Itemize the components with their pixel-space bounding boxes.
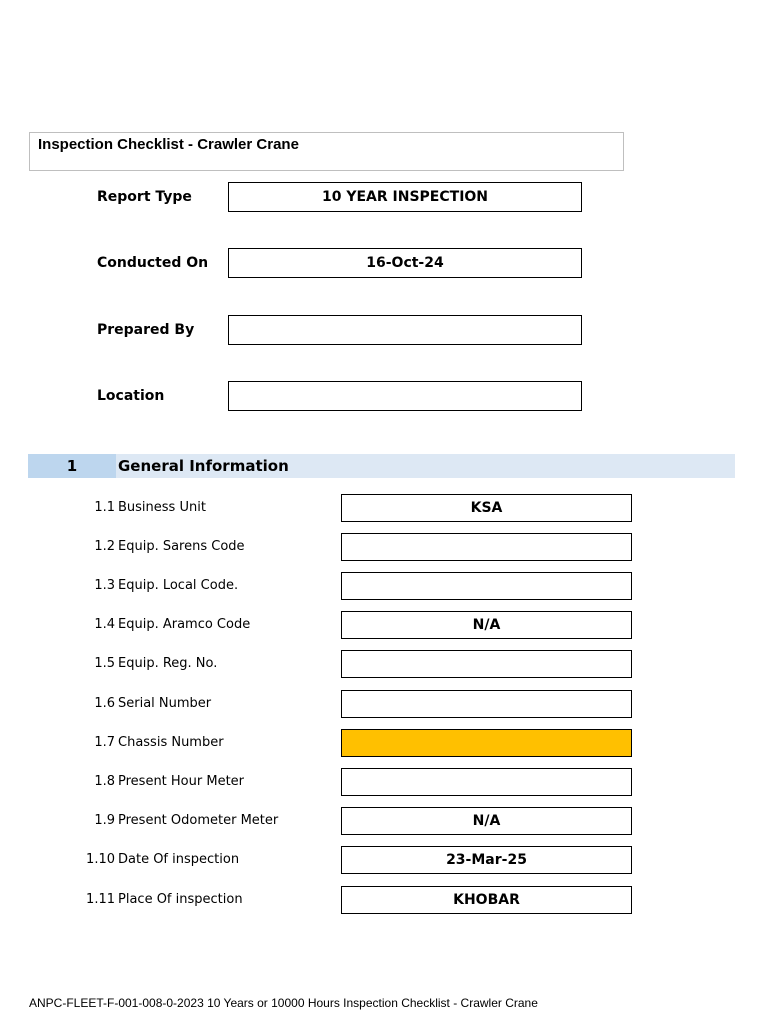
chassis-number-label: Chassis Number [118,735,224,750]
row-number: 1.2 [94,539,115,554]
present-hour-meter-label: Present Hour Meter [118,774,245,789]
equip-sarens-code-field[interactable] [341,533,632,561]
row-number: 1.3 [94,578,115,593]
serial-number-field[interactable] [341,690,632,718]
row-number: 1.8 [94,774,115,789]
section-header [28,454,735,478]
report-type-field[interactable]: 10 YEAR INSPECTION [228,182,582,212]
place-of-inspection-field[interactable]: KHOBAR [341,886,632,914]
equip-reg-no-label: Equip. Reg. No. [118,656,218,671]
location-field[interactable] [228,381,582,411]
row-number: 1.10 [86,852,115,867]
equip-aramco-code-label: Equip. Aramco Code [118,617,251,632]
location-label: Location [97,388,165,404]
document-footer: ANPC-FLEET-F-001-008-0-2023 10 Years or 10000 Hours Inspection Checklist - Crawler Crane [29,996,538,1010]
conducted-on-field[interactable]: 16-Oct-24 [228,248,582,278]
document-title: Inspection Checklist - Crawler Crane [38,136,299,153]
chassis-number-field[interactable] [341,729,632,757]
present-odometer-field[interactable]: N/A [341,807,632,835]
prepared-by-label: Prepared By [97,322,195,338]
prepared-by-field[interactable] [228,315,582,345]
equip-reg-no-field[interactable] [341,650,632,678]
equip-aramco-code-field[interactable]: N/A [341,611,632,639]
business-unit-label: Business Unit [118,500,206,515]
present-odometer-label: Present Odometer Meter [118,813,279,828]
present-hour-meter-field[interactable] [341,768,632,796]
place-of-inspection-label: Place Of inspection [118,892,243,907]
equip-local-code-label: Equip. Local Code. [118,578,239,593]
report-type-label: Report Type [97,189,192,205]
business-unit-field[interactable]: KSA [341,494,632,522]
document-title-box [29,132,624,171]
equip-local-code-field[interactable] [341,572,632,600]
row-number: 1.6 [94,696,115,711]
row-number: 1.7 [94,735,115,750]
date-of-inspection-field[interactable]: 23-Mar-25 [341,846,632,874]
row-number: 1.4 [94,617,115,632]
row-number: 1.5 [94,656,115,671]
section-number: 1 [28,454,116,478]
date-of-inspection-label: Date Of inspection [118,852,240,867]
row-number: 1.9 [94,813,115,828]
row-number: 1.11 [86,892,115,907]
row-number: 1.1 [94,500,115,515]
serial-number-label: Serial Number [118,696,212,711]
conducted-on-label: Conducted On [97,255,209,271]
equip-sarens-code-label: Equip. Sarens Code [118,539,245,554]
section-title: General Information [118,457,289,475]
